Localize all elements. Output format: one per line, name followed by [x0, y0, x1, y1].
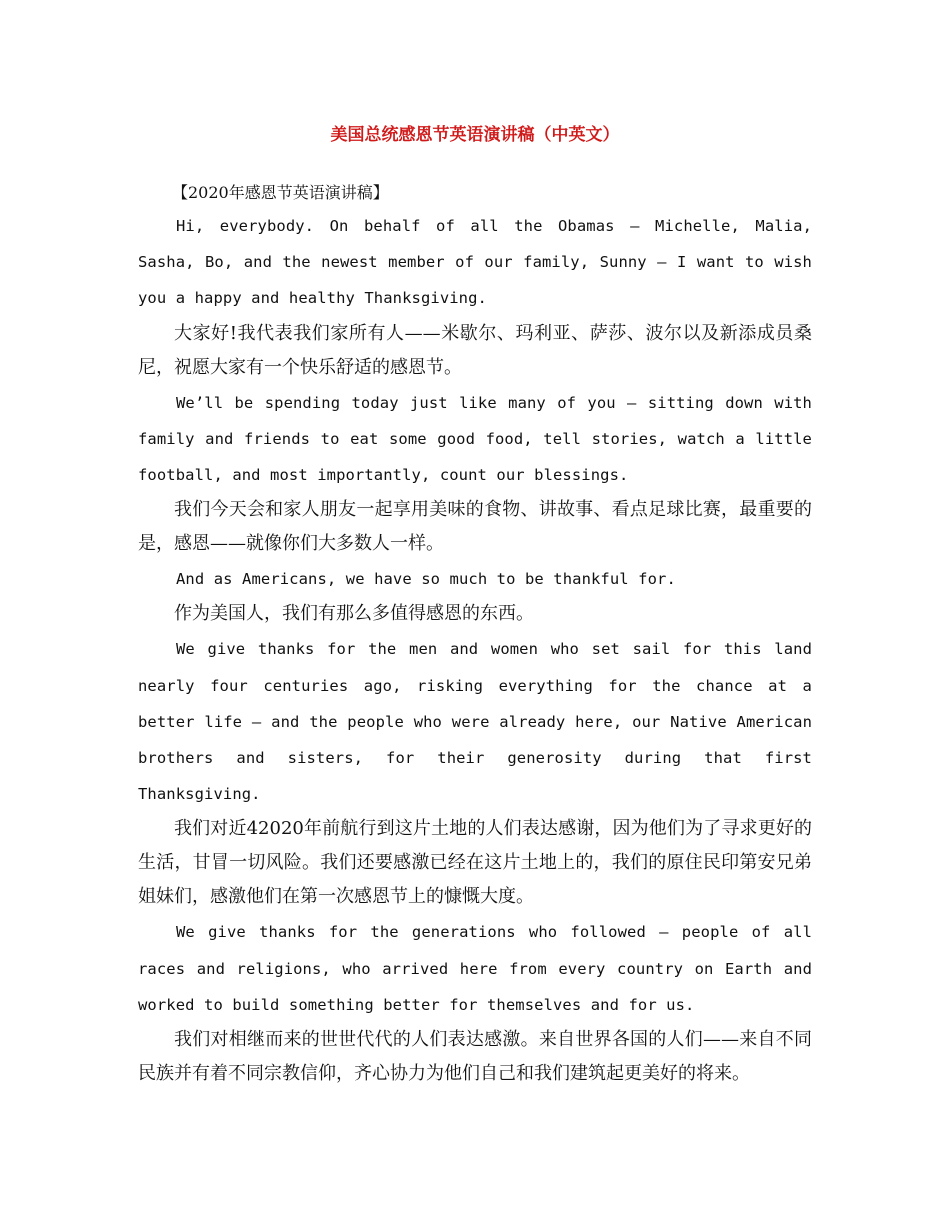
paragraph-zh-1: 大家好!我代表我们家所有人——米歇尔、玛利亚、萨莎、波尔以及新添成员桑尼，祝愿大家有一个快乐舒适的感恩节。 — [138, 322, 812, 378]
paragraph-en-4: We give thanks for the men and women who set sail for this land nearly four centuries ago, risking everything for the chance at a better life – and the people who were already here, our Native American brothers and sisters, for their generosity during that first Thanksgiving. — [138, 640, 812, 804]
paragraph-en-2: We’ll be spending today just like many of you – sitting down with family and friends to eat some good food, tell stories, watch a little football, and most importantly, count our blessings. — [138, 393, 812, 485]
paragraph-en-3: And as Americans, we have so much to be thankful for. — [176, 570, 676, 589]
paragraph-en-5: We give thanks for the generations who followed – people of all races and religions, who arrived here from every country on Earth and worked to build something better for themselves and for us. — [138, 923, 812, 1014]
document-title: 美国总统感恩节英语演讲稿（中英文） — [330, 125, 620, 145]
paragraph-zh-3: 作为美国人，我们有那么多值得感恩的东西。 — [174, 603, 534, 625]
section-heading: 【2020年感恩节英语演讲稿】 — [172, 183, 389, 202]
paragraph-zh-5: 我们对相继而来的世世代代的人们表达感激。来自世界各国的人们——来自不同民族并有着不同宗教信仰，齐心协力为他们自己和我们建筑起更美好的将来。 — [138, 1029, 812, 1085]
paragraph-en-1: Hi, everybody. On behalf of all the Obamas – Michelle, Malia, Sasha, Bo, and the newest member of our family, Sunny – I want to wish you a happy and healthy Thanksgiving. — [138, 217, 812, 308]
document-page — [138, 118, 812, 1091]
paragraph-zh-2: 我们今天会和家人朋友一起享用美味的食物、讲故事、看点足球比赛，最重要的是，感恩——就像你们大多数人一样。 — [138, 499, 812, 555]
paragraph-zh-4: 我们对近42020年前航行到这片土地的人们表达感谢，因为他们为了寻求更好的生活，甘冒一切风险。我们还要感激已经在这片土地上的，我们的原住民印第安兄弟姐妹们，感激他们在第一次感恩节上的慷慨大度。 — [138, 818, 812, 908]
